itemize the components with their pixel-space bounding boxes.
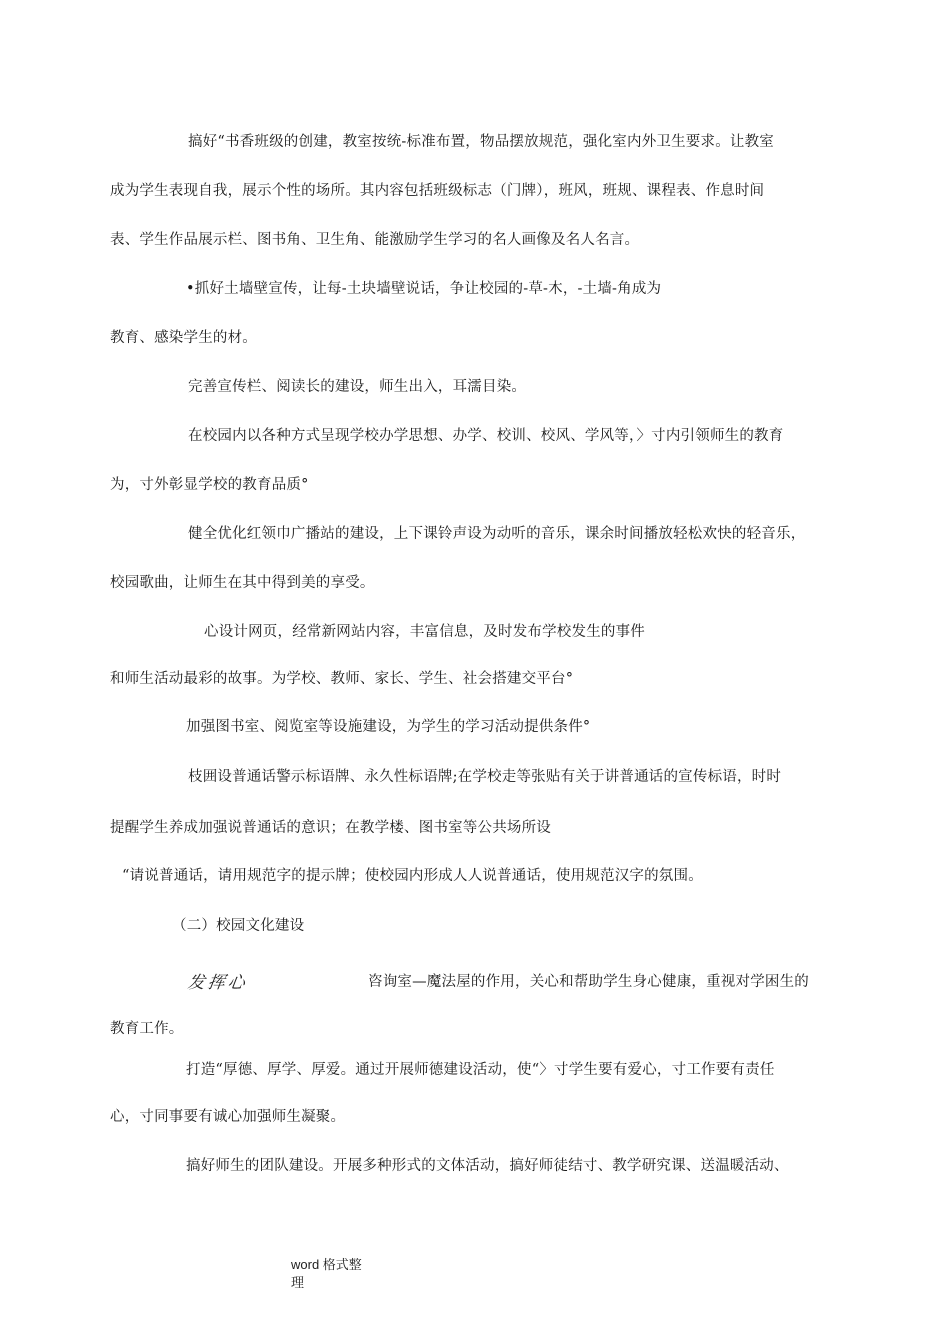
handwritten-text: 发挥心	[186, 973, 250, 993]
paragraph-line: 心设计网页，经常新网站内容，丰富信息，及时发布学校发生的事件	[204, 624, 645, 640]
paragraph-line: 校园歌曲，让师生在其中得到美的享受。	[110, 575, 375, 591]
footer-label	[291, 1256, 362, 1292]
section-heading: （二）校园文化建设	[172, 918, 305, 934]
paragraph-line: 打造“厚德、厚学、厚爱。通过开展师德建设活动，使“〉寸学生要有爱心，寸工作要有责任	[186, 1062, 775, 1078]
footer-line: 理	[291, 1275, 305, 1290]
paragraph-line: 教育工作。	[110, 1021, 184, 1037]
paragraph-line: 加强图书室、阅览室等设施建设，为学生的学习活动提供条件°	[186, 719, 591, 735]
paragraph-line: 心，寸同事要有诚心加强师生凝聚。	[110, 1109, 346, 1125]
paragraph-line: 成为学生表现自我，展示个性的场所。其内容包括班级标志（门牌），班风，班规、课程表、作息时间	[110, 183, 765, 199]
paragraph-line: 教育、感染学生的材。	[110, 330, 257, 346]
paragraph-line: 枝囲设普通话警示标语牌、永久性标语牌;在学校走等张贴有关于讲普通话的宣传标语，时时	[188, 769, 782, 785]
paragraph-line: 表、学生作品展示栏、图书角、卫生角、能激励学生学习的名人画像及名人名言。	[110, 232, 640, 248]
paragraph-line: 和师生活动最彩的故事。为学校、教师、家长、学生、社会搭建交平台°	[110, 671, 574, 687]
paragraph-line: 搞好师生的团队建设。开展多种形式的文体活动，搞好师徒结寸、教学研究课、送温暖活动、	[186, 1158, 789, 1174]
paragraph-line: 在校园内以各种方式呈现学校办学思想、办学、校训、校风、学风等，〉寸内引领师生的教育	[188, 428, 784, 444]
paragraph-line: 咨询室—魔法屋的作用，关心和帮助学生身心健康，重视对学困生的	[368, 974, 809, 990]
paragraph-line: •抓好土墙壁宣传，让每-土块墙壁说话，争让校园的-草-木，-土墙-角成为	[186, 281, 662, 297]
paragraph-line: “请说普通话，请用规范字的提示牌；使校园内形成人人说普通话，使用规范汉字的氛围。	[122, 868, 703, 884]
paragraph-line: 提醒学生养成加强说普通话的意识；在教学楼、图书室等公共场所设	[110, 820, 551, 836]
paragraph-line: 搞好“书香班级的创建，教室按统-标准布置，物品摆放规范，强化室内外卫生要求。让教室	[188, 134, 775, 150]
paragraph-line: 为，寸外彰显学校的教育品质°	[110, 477, 309, 493]
footer-line: word 格式整	[291, 1257, 362, 1272]
paragraph-line: 健全优化红领巾广播站的建设，上下课铃声设为动听的音乐，课余时间播放轻松欢快的轻音乐，	[188, 526, 806, 542]
paragraph-line: 完善宣传栏、阅读长的建设，师生出入，耳濡目染。	[188, 379, 527, 395]
